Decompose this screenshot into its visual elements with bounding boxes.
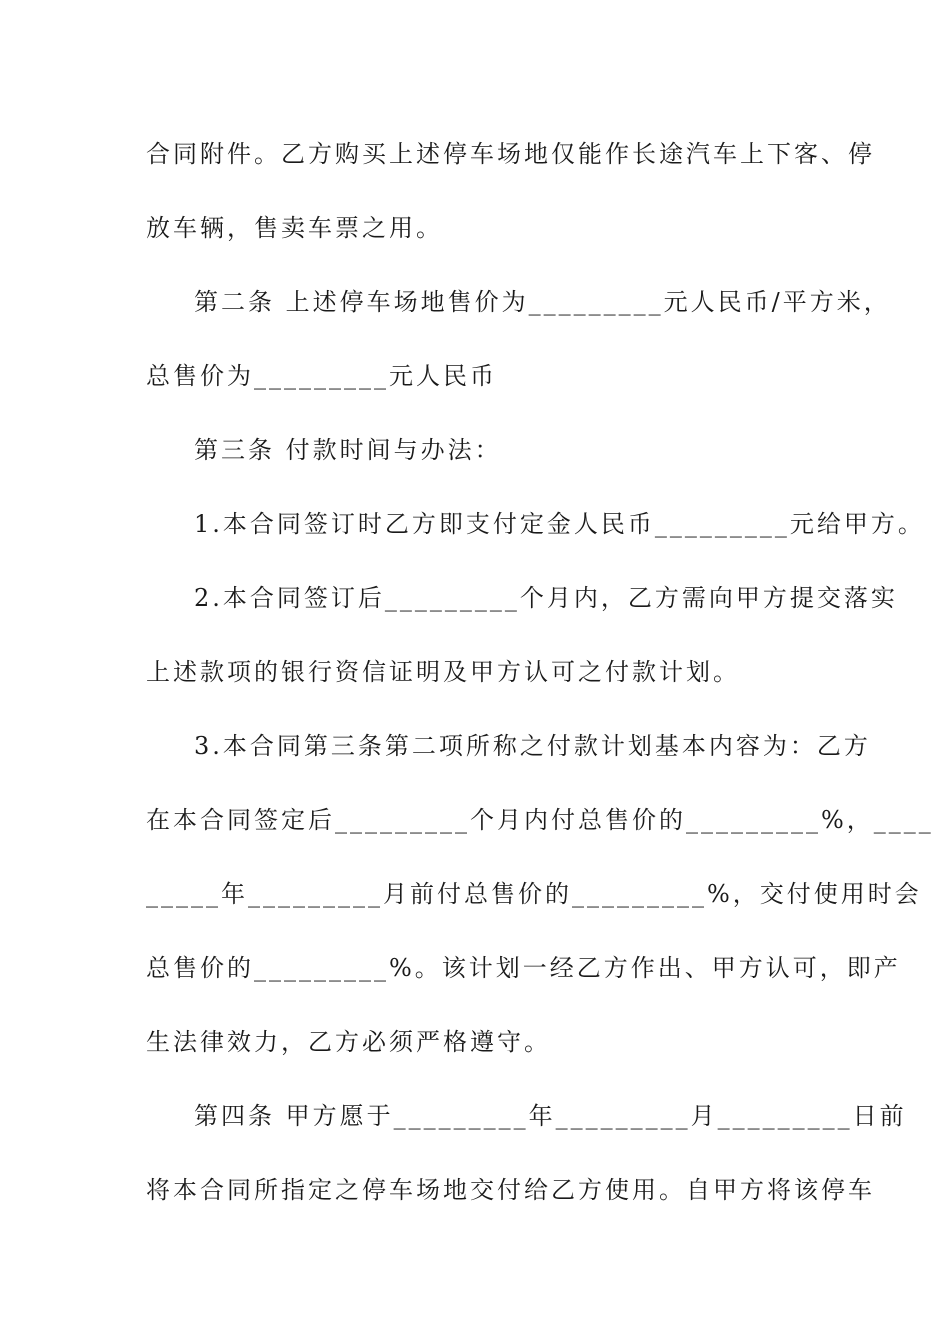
article-2-heading-line: 第二条 上述停车场地售价为_________元人民币/平方米， <box>194 288 891 316</box>
text-line: 上述款项的银行资信证明及甲方认可之付款计划。 <box>146 658 740 686</box>
text-line: 将本合同所指定之停车场地交付给乙方使用。自甲方将该停车 <box>146 1176 875 1204</box>
clause-3-line: 3.本合同第三条第二项所称之付款计划基本内容为：乙方 <box>194 732 871 760</box>
text-line: _____年_________月前付总售价的_________%，交付使用时会 <box>146 880 922 908</box>
text-line: 在本合同签定后_________个月内付总售价的_________%，____ <box>146 806 934 834</box>
text-line: 总售价的_________%。该计划一经乙方作出、甲方认可，即产 <box>146 954 901 982</box>
text-line: 生法律效力，乙方必须严格遵守。 <box>146 1028 551 1056</box>
article-3-heading-line: 第三条 付款时间与办法： <box>194 436 502 464</box>
text-line: 总售价为_________元人民币 <box>146 362 497 390</box>
clause-1-line: 1.本合同签订时乙方即支付定金人民币_________元给甲方。 <box>194 510 925 538</box>
article-4-heading-line: 第四条 甲方愿于_________年_________月_________日前 <box>194 1102 907 1130</box>
clause-2-line: 2.本合同签订后_________个月内，乙方需向甲方提交落实 <box>194 584 898 612</box>
text-line: 合同附件。乙方购买上述停车场地仅能作长途汽车上下客、停 <box>146 140 875 168</box>
text-line: 放车辆，售卖车票之用。 <box>146 214 443 242</box>
